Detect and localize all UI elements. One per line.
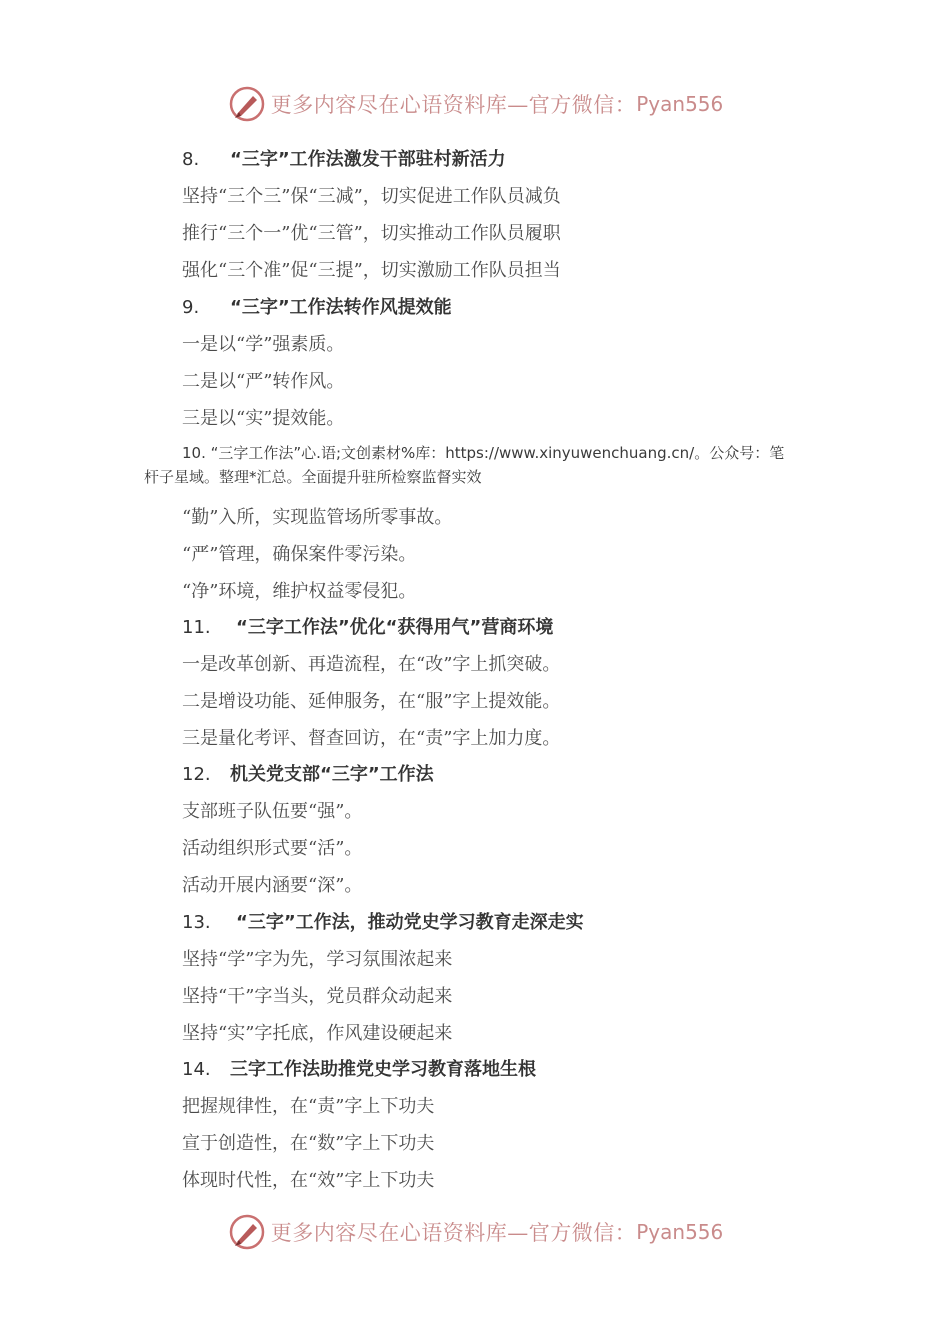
list-item: 三是以“实”提效能。 <box>182 408 345 429</box>
list-item: 坚持“三个三”保“三减”，切实促进工作队员减负 <box>182 186 561 207</box>
list-item: 二是增设功能、延伸服务，在“服”字上提效能。 <box>182 691 561 712</box>
list-item: “净”环境，维护权益零侵犯。 <box>182 581 417 602</box>
banner-text: 更多内容尽在心语资料库—官方微信： <box>270 93 637 117</box>
header-watermark <box>0 80 950 128</box>
list-item: 支部班子队伍要“强”。 <box>182 801 363 822</box>
list-item: 活动组织形式要“活”。 <box>182 838 363 859</box>
banner-wechat-id: Pyan556 <box>636 1220 724 1244</box>
section-heading: 9. “三字”工作法转作风提效能 <box>182 297 452 318</box>
list-item: 二是以“严”转作风。 <box>182 371 345 392</box>
footer-watermark <box>0 1208 950 1256</box>
section-heading-line-2: 杆子星域。整理*汇总。全面提升驻所检察监督实效 <box>144 468 482 486</box>
list-item: 一是以“学”强素质。 <box>182 334 345 355</box>
pen-logo-icon <box>227 84 267 124</box>
list-item: “严”管理，确保案件零污染。 <box>182 544 417 565</box>
section-heading: 13. “三字”工作法，推动党史学习教育走深走实 <box>182 912 584 933</box>
list-item: “勤”入所，实现监管场所零事故。 <box>182 507 453 528</box>
section-heading: 8. “三字”工作法激发干部驻村新活力 <box>182 149 506 170</box>
section-heading: 14. 三字工作法助推党史学习教育落地生根 <box>182 1059 536 1080</box>
section-heading-line-1: 10. “三字工作法”心.语;文创素材%库：https://www.xinyuwenchuang.cn/。公众号：笔 <box>182 444 785 462</box>
pen-logo-icon <box>227 1212 267 1252</box>
banner-wechat-id: Pyan556 <box>636 92 724 116</box>
list-item: 坚持“实”字托底，作风建设硬起来 <box>182 1023 453 1044</box>
list-item: 三是量化考评、督查回访，在“责”字上加力度。 <box>182 728 561 749</box>
list-item: 一是改革创新、再造流程，在“改”字上抓突破。 <box>182 654 561 675</box>
section-heading: 12. 机关党支部“三字”工作法 <box>182 764 434 785</box>
list-item: 坚持“干”字当头，党员群众动起来 <box>182 986 453 1007</box>
section-heading: 11. “三字工作法”优化“获得用气”营商环境 <box>182 617 554 638</box>
list-item: 体现时代性，在“效”字上下功夫 <box>182 1170 435 1191</box>
banner-text: 更多内容尽在心语资料库—官方微信： <box>270 1221 637 1245</box>
list-item: 宣于创造性，在“数”字上下功夫 <box>182 1133 435 1154</box>
list-item: 活动开展内涵要“深”。 <box>182 875 363 896</box>
list-item: 推行“三个一”优“三管”，切实推动工作队员履职 <box>182 223 561 244</box>
list-item: 强化“三个准”促“三提”，切实激励工作队员担当 <box>182 260 561 281</box>
list-item: 把握规律性，在“责”字上下功夫 <box>182 1096 435 1117</box>
list-item: 坚持“学”字为先，学习氛围浓起来 <box>182 949 453 970</box>
